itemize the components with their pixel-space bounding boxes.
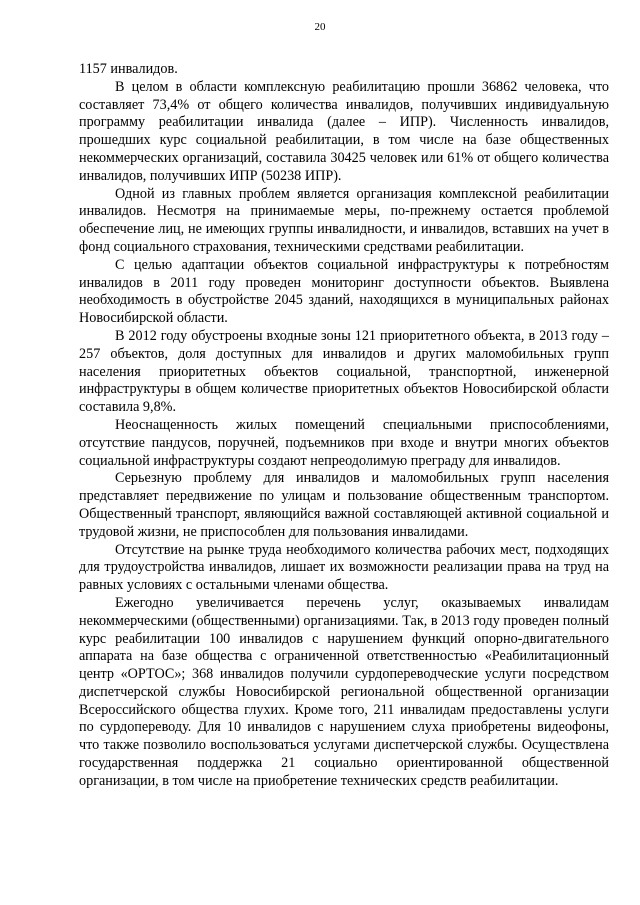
document-body <box>79 61 609 791</box>
page-number: 20 <box>314 21 326 33</box>
paragraph-3: Одной из главных проблем является организация комплексной реабилитации инвалидов. Несмотря на принимаемые меры, по-прежнему остается проблемой обеспечение лиц, не имеющих группы инвалидности, и инвалидов, вставших на учет в фонд социального страхования, техническими средствами реабилитации. <box>79 185 609 255</box>
paragraph-2: В целом в области комплексную реабилитацию прошли 36862 человека, что составляет 73,4% от общего количества инвалидов, получивших индивидуальную программу реабилитации инвалида (далее – ИПР). Численность инвалидов, прошедших курс социальной реабилитации, в том числе на базе общественных некоммерческих организаций, составила 30425 человек или 61% от общего количества инвалидов, получивших ИПР (50238 ИПР). <box>79 78 609 184</box>
paragraph-8: Отсутствие на рынке труда необходимого количества рабочих мест, подходящих для трудоустройства инвалидов, лишает их возможности реализации права на труд на равных условиях с остальными членами общества. <box>79 541 609 594</box>
paragraph-6: Неоснащенность жилых помещений специальными приспособлениями, отсутствие пандусов, поручней, подъемников при входе и внутри многих объектов социальной инфраструктуры создают непреодолимую преграду для инвалидов. <box>79 416 609 469</box>
paragraph-7: Серьезную проблему для инвалидов и маломобильных групп населения представляет передвижение по улицам и пользование общественным транспортом. Общественный транспорт, являющийся важной составляющей активной социальной и трудовой жизни, не приспособлен для пользования инвалидами. <box>79 470 609 540</box>
paragraph-4: С целью адаптации объектов социальной инфраструктуры к потребностям инвалидов в 2011 году проведен мониторинг доступности объектов. Выявлена необходимость в обустройстве 2045 зданий, находящихся в муниципальных районах Новосибирской области. <box>79 256 609 327</box>
paragraph-9: Ежегодно увеличивается перечень услуг, оказываемых инвалидам некоммерческими (общественными) организациями. Так, в 2013 году проведен полный курс реабилитации 100 инвалидов с нарушением функций опорно-двигательного аппарата на базе общества с ограниченной ответственностью «Реабилитационный центр «ОРТОС»; 368 инвалидов получили сурдопереводческие услуги посредством диспетчерской службы Новосибирской региональной общественной организации Всероссийского общества глухих. Кроме того, 211 инвалидам предоставлены услуги по сурдопереводу. Для 10 инвалидов с нарушением слуха приобретены видеофоны, что также позволило воспользоваться услугами диспетчерской службы. Осуществлена государственная поддержка 21 социально ориентированной общественной организации, в том числе на приобретение технических средств реабилитации. <box>79 594 609 789</box>
paragraph-1: 1157 инвалидов. <box>79 61 178 77</box>
paragraph-5: В 2012 году обустроены входные зоны 121 приоритетного объекта, в 2013 году – 257 объектов, доля доступных для инвалидов и других маломобильных групп населения приоритетных объектов социальной, транспортной, инженерной инфраструктуры в общем количестве приоритетных объектов Новосибирской области составила 9,8%. <box>79 327 609 416</box>
